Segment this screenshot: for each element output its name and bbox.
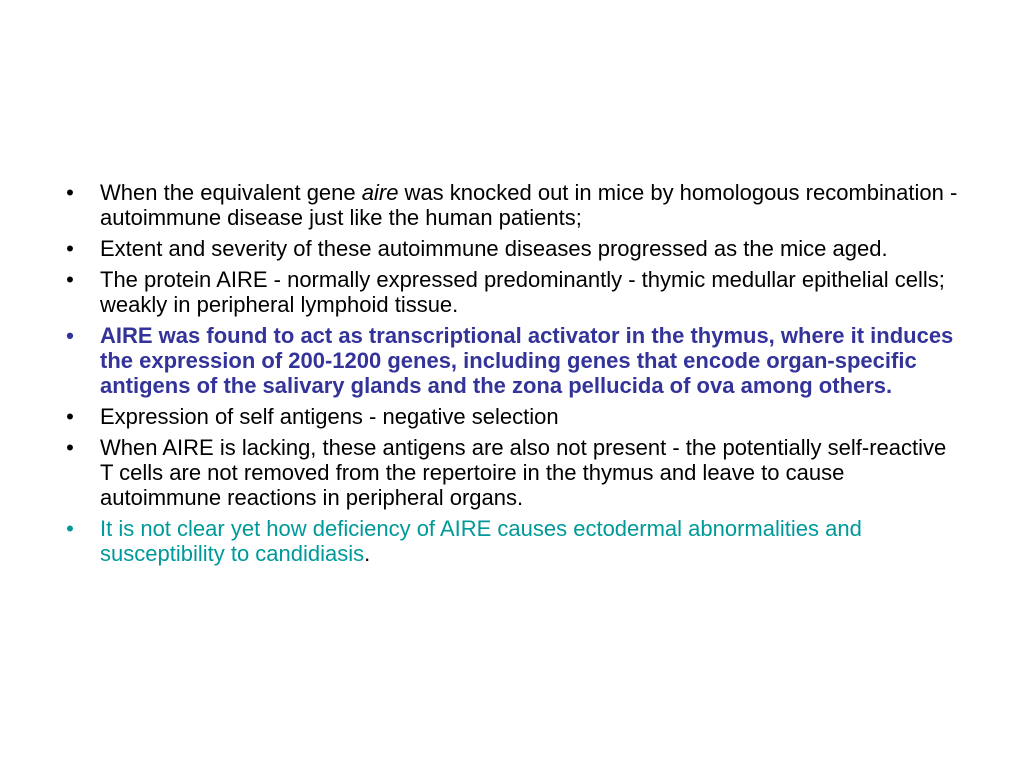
gene-name-italic: aire — [361, 180, 399, 205]
bullet-item-aire-knockout — [60, 180, 960, 230]
bullet-item-negative-selection — [60, 404, 960, 429]
bullet-text-after: was knocked out in mice by homologous recombination - autoimmune disease just like the human patients; — [100, 180, 958, 230]
bullet-item-protein-expression — [60, 267, 960, 317]
bullet-text-before: When the equivalent gene — [100, 180, 362, 205]
bullet-text: Expression of self antigens - negative selection — [100, 404, 559, 429]
bullet-text — [100, 180, 957, 230]
bullet-icon: • — [66, 180, 74, 205]
bullet-icon: • — [66, 435, 74, 460]
bullet-icon: • — [66, 404, 74, 429]
bullet-icon: • — [66, 516, 74, 541]
bullet-text: Extent and severity of these autoimmune diseases progressed as the mice aged. — [100, 236, 888, 261]
bullet-list — [60, 180, 960, 572]
bullet-text: AIRE was found to act as transcriptional activator in the thymus, where it induces the expression of 200-1200 genes, including genes that encode organ-specific antigens of the salivary glands and the zona pellucida of ova among others. — [100, 323, 954, 398]
bullet-text: It is not clear yet how deficiency of AIRE causes ectodermal abnormalities and susceptibility to candidiasis — [100, 516, 862, 566]
bullet-icon: • — [66, 267, 74, 292]
bullet-icon: • — [66, 323, 74, 348]
bullet-text: When AIRE is lacking, these antigens are also not present - the potentially self-reactive T cells are not removed from the repertoire in the thymus and leave to cause autoimmune reactions in peripheral organs. — [100, 435, 947, 510]
bullet-item-severity — [60, 236, 960, 261]
bullet-item-aire-lacking — [60, 435, 960, 510]
bullet-trailing-period: . — [364, 541, 371, 566]
bullet-icon: • — [66, 236, 74, 261]
bullet-item-transcriptional-activator — [60, 323, 960, 398]
bullet-item-unclear-deficiency — [60, 516, 960, 566]
bullet-text: The protein AIRE - normally expressed predominantly - thymic medullar epithelial cells; weakly in peripheral lymphoid tissue. — [100, 267, 945, 317]
